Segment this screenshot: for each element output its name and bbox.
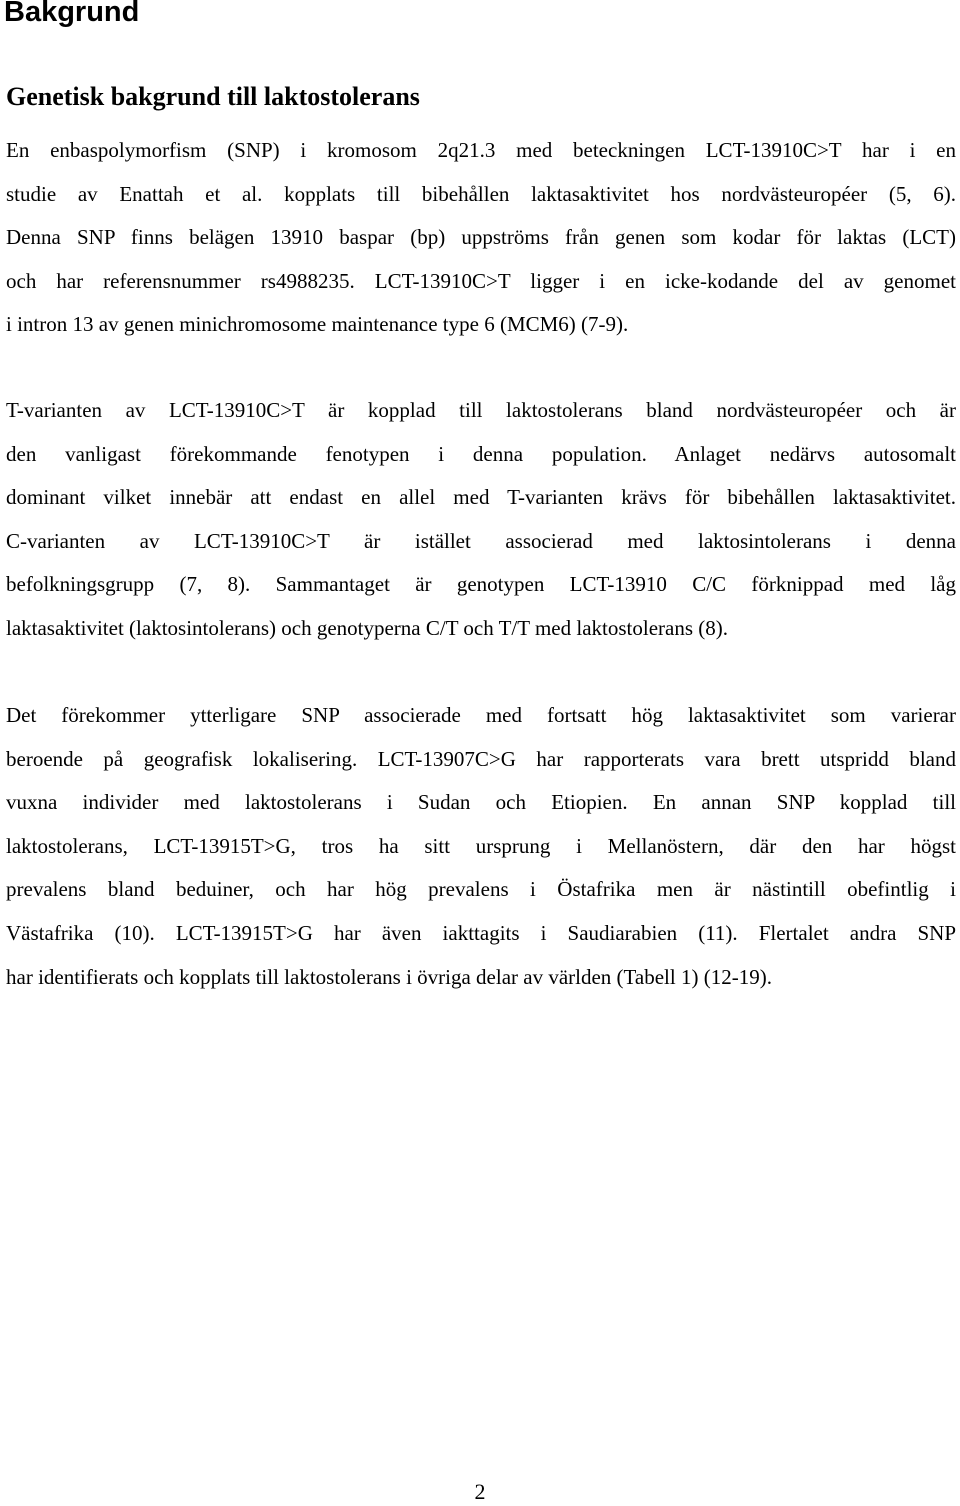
paragraph-line: C-varianten av LCT-13910C>T är istället associerad med laktosintolerans i denna — [6, 528, 956, 553]
paragraph-1 — [6, 129, 956, 347]
paragraph-line: Det förekommer ytterligare SNP associerade med fortsatt hög laktasaktivitet som varierar — [6, 703, 956, 727]
paragraph-line: En enbaspolymorfism (SNP) i kromosom 2q21.3 med beteckningen LCT-13910C>T har i en — [6, 138, 956, 162]
paragraph-line: laktostolerans, LCT-13915T>G, tros ha sitt ursprung i Mellanöstern, där den har högst — [6, 833, 956, 858]
paragraph-line: i intron 13 av genen minichromosome maintenance type 6 (MCM6) (7-9). — [6, 312, 629, 337]
paragraph-line: vuxna individer med laktostolerans i Sudan och Etiopien. En annan SNP kopplad till — [6, 790, 956, 815]
paragraph-line: studie av Enattah et al. kopplats till bibehållen laktasaktivitet hos nordvästeuropéer (5, 6). — [6, 181, 956, 206]
paragraph-line: och har referensnummer rs4988235. LCT-13910C>T ligger i en icke-kodande del av genomet — [6, 268, 956, 293]
paragraph-line: laktasaktivitet (laktosintolerans) och genotyperna C/T och T/T med laktostolerans (8). — [6, 615, 728, 640]
paragraph-line: T-varianten av LCT-13910C>T är kopplad till laktostolerans bland nordvästeuropéer och är — [6, 398, 956, 422]
paragraph-3 — [6, 694, 956, 999]
page-heading: Bakgrund — [4, 0, 140, 28]
section-heading: Genetisk bakgrund till laktostolerans — [6, 82, 420, 111]
paragraph-line: prevalens bland beduiner, och har hög prevalens i Östafrika men är nästintill obefintlig i — [6, 877, 956, 902]
paragraph-line: Västafrika (10). LCT-13915T>G har även iakttagits i Saudiarabien (11). Flertalet andra SNP — [6, 920, 956, 945]
paragraph-line: beroende på geografisk lokalisering. LCT-13907C>G har rapporterats vara brett utspridd bland — [6, 746, 956, 771]
paragraph-line: Denna SNP finns belägen 13910 baspar (bp) uppströms från genen som kodar för laktas (LCT) — [6, 225, 956, 250]
page-number: 2 — [474, 1479, 486, 1504]
paragraph-line: befolkningsgrupp (7, 8). Sammantaget är genotypen LCT-13910 C/C förknippad med låg — [6, 572, 956, 597]
paragraph-line: har identifierats och kopplats till laktostolerans i övriga delar av världen (Tabell 1) (12-19). — [6, 964, 772, 989]
paragraph-line: dominant vilket innebär att endast en allel med T-varianten krävs för bibehållen laktasaktivitet. — [6, 485, 956, 510]
paragraph-2 — [6, 389, 956, 651]
paragraph-line: den vanligast förekommande fenotypen i denna population. Anlaget nedärvs autosomalt — [6, 441, 956, 466]
